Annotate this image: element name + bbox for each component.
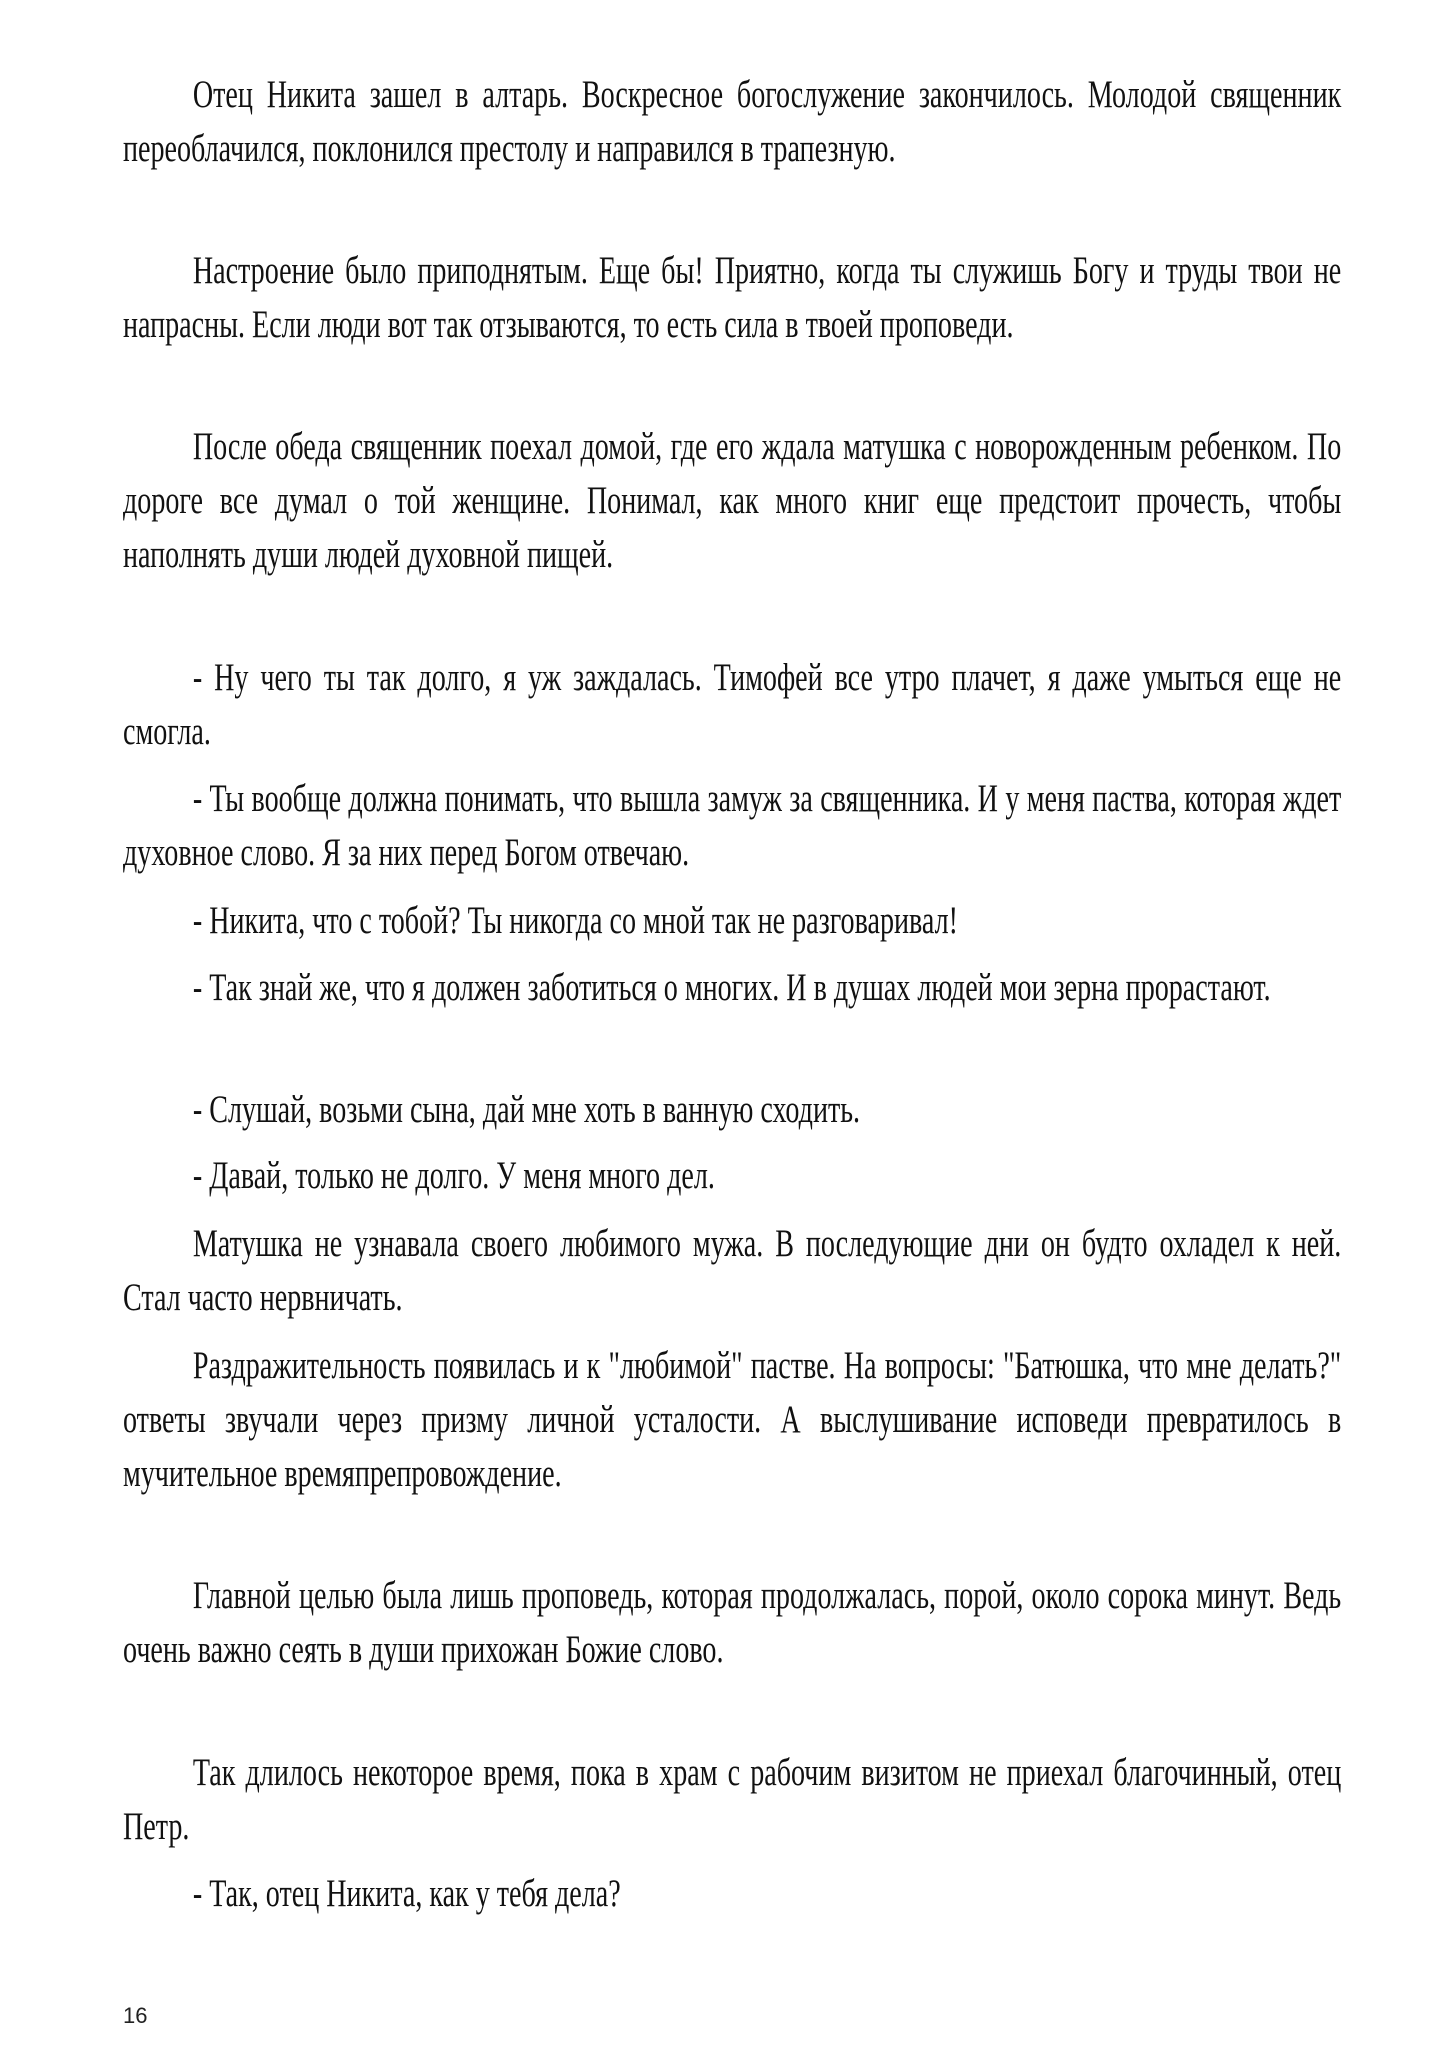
paragraph-11 xyxy=(123,1339,1341,1501)
paragraph-12 xyxy=(123,1569,1341,1677)
paragraph-text: - Ну чего ты так долго, я уж заждалась. Тимофей все утро плачет, я даже умыться еще не смогла. xyxy=(123,656,1342,753)
paragraph-text: - Никита, что с тобой? Ты никогда со мной так не разговаривал! xyxy=(192,899,958,942)
paragraph-5 xyxy=(123,772,1341,880)
paragraph-7 xyxy=(123,961,1341,1015)
paragraph-text: - Так, отец Никита, как у тебя дела? xyxy=(192,1872,621,1915)
paragraph-8 xyxy=(123,1083,1341,1137)
paragraph-6 xyxy=(123,894,1341,948)
paragraph-9 xyxy=(123,1149,1341,1203)
page-number: 16 xyxy=(123,2003,148,2028)
paragraph-text: - Давай, только не долго. У меня много дел. xyxy=(192,1154,715,1197)
paragraph-text: Так длилось некоторое время, пока в храм с рабочим визитом не приехал благочинный, отец Петр. xyxy=(123,1751,1342,1848)
paragraph-text: Отец Никита зашел в алтарь. Воскресное богослужение закончилось. Молодой священник переоблачился, поклонился престолу и направился в трапезную. xyxy=(123,73,1342,170)
paragraph-text: - Слушай, возьми сына, дай мне хоть в ванную сходить. xyxy=(192,1088,861,1131)
paragraph-10 xyxy=(123,1217,1341,1325)
paragraph-text: Матушка не узнавала своего любимого мужа. В последующие дни он будто охладел к ней. Стал часто нервничать. xyxy=(123,1222,1342,1319)
paragraph-text: Настроение было приподнятым. Еще бы! Приятно, когда ты служишь Богу и труды твои не напрасны. Если люди вот так отзываются, то есть сила в твоей проповеди. xyxy=(123,249,1342,346)
paragraph-1 xyxy=(123,68,1341,176)
paragraph-text: - Ты вообще должна понимать, что вышла замуж за священника. И у меня паства, которая ждет духовное слово. Я за них перед Богом отвечаю. xyxy=(123,777,1342,874)
paragraph-text: - Так знай же, что я должен заботиться о многих. И в душах людей мои зерна прорастают. xyxy=(192,966,1271,1009)
paragraph-13 xyxy=(123,1746,1341,1854)
paragraph-14 xyxy=(123,1867,1341,1921)
paragraph-text: Раздражительность появилась и к "любимой" пастве. На вопросы: "Батюшка, что мне делать?" ответы звучали через призму личной усталости. А выслушивание исповеди превратилось в мучительное времяпрепровождение. xyxy=(123,1344,1342,1495)
paragraph-text: После обеда священник поехал домой, где его ждала матушка с новорожденным ребенком. По дороге все думал о той женщине. Понимал, как много книг еще предстоит прочесть, чтобы наполнять души людей духовной пищей. xyxy=(123,425,1342,576)
paragraph-4 xyxy=(123,651,1341,759)
paragraph-2 xyxy=(123,244,1341,352)
paragraph-text: Главной целью была лишь проповедь, которая продолжалась, порой, около сорока минут. Ведь очень важно сеять в души прихожан Божие слово. xyxy=(123,1574,1342,1671)
paragraph-3 xyxy=(123,420,1341,582)
